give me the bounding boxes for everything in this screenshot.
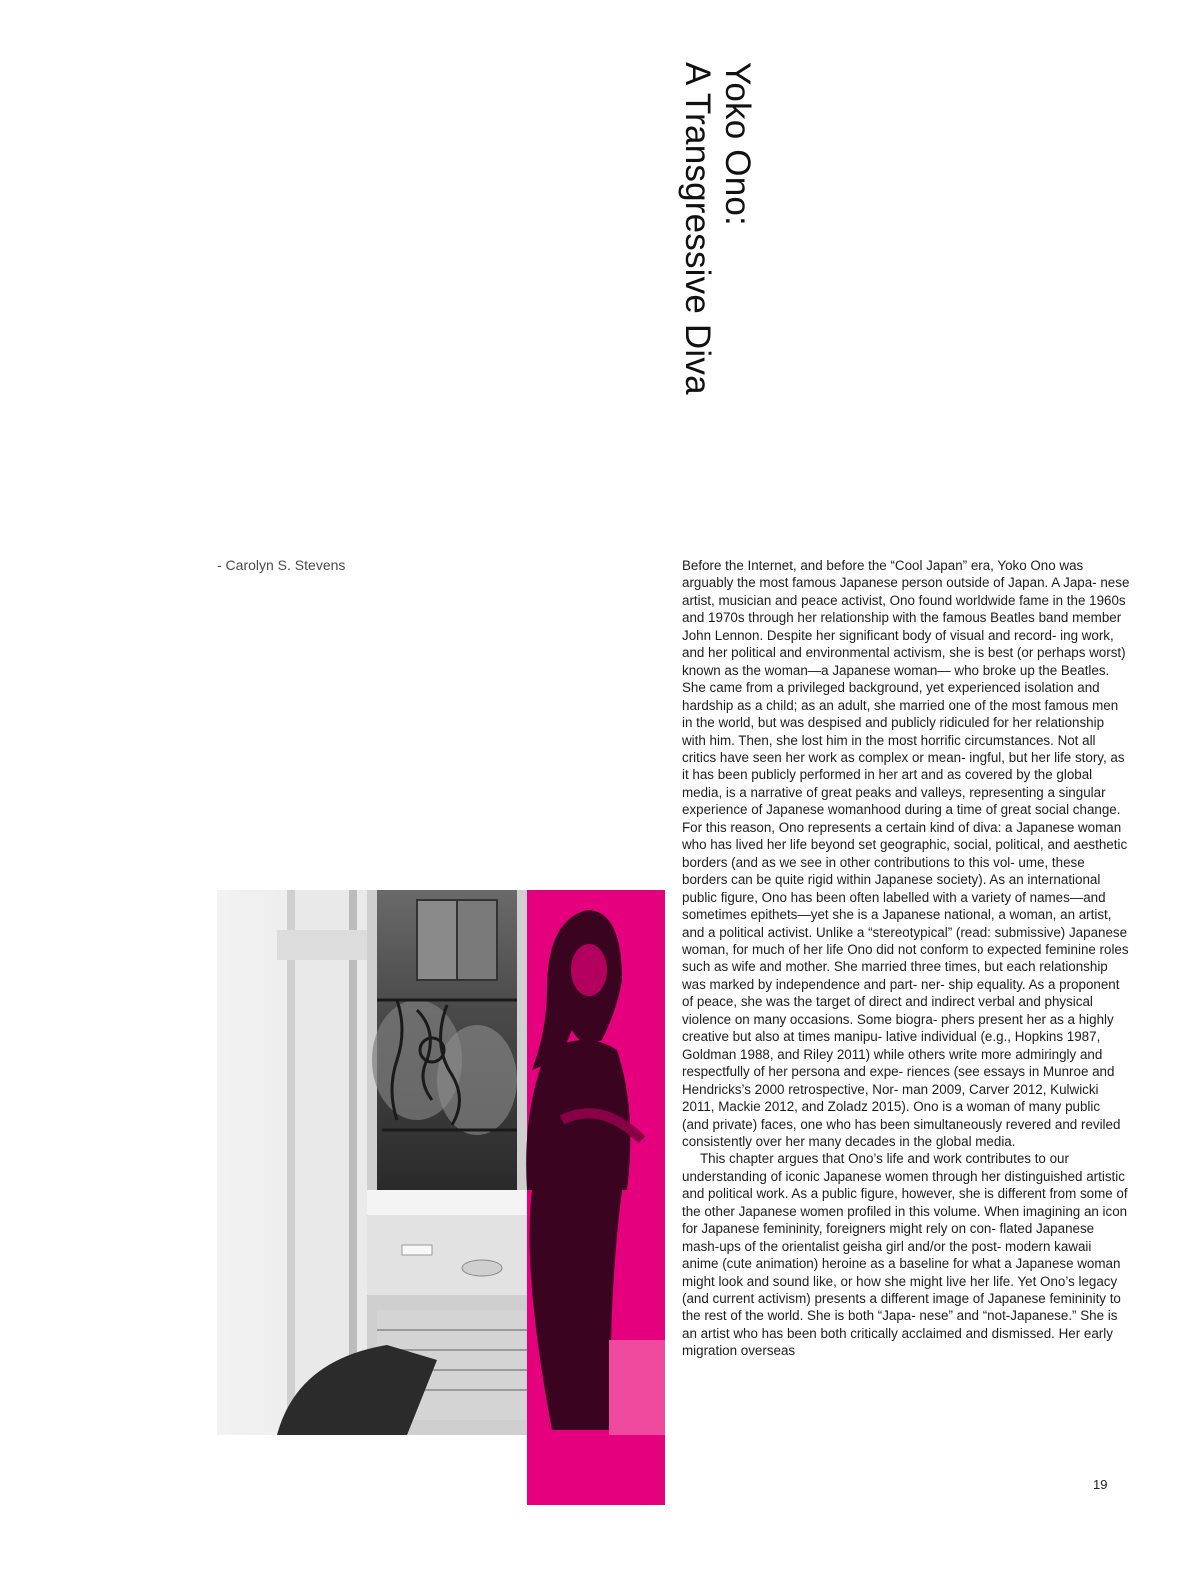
title-line-2: A Transgressive Diva <box>678 62 717 395</box>
magenta-strip <box>527 1435 665 1505</box>
page-number: 19 <box>1093 1477 1108 1492</box>
photo-illustration <box>217 890 665 1435</box>
chapter-title <box>677 62 757 482</box>
face <box>571 944 607 996</box>
author-credit: - Carolyn S. Stevens <box>217 557 346 573</box>
paragraph-1: Before the Internet, and before the “Cool Japan” era, Yoko Ono was arguably the most famous Japanese person outside of Japan. A Japa- nese artist, musician and peace activist, Ono found worldwide fame in the 1960s and 1970s through her relationship with the famous Beatles band member John Lennon. Despite her significant body of visual and record- ing work, and her political and environmental activism, she is best (or perhaps worst) known as the woman—a Japanese woman— who broke up the Beatles. She came from a privileged background, yet experienced isolation and hardship as a child; as an adult, she married one of the most famous men in the world, but was despised and publicly ridiculed for her relationship with him. Then, she lost him in the most horrific circumstances. Not all critics have seen her work as complex or mean- ingful, but her life story, as it has been publicly performed in her art and as covered by the global media, is a narrative of great peaks and valleys, representing a singular experience of Japanese womanhood during a time of great social change. <box>682 558 1130 818</box>
pillar <box>287 890 357 1435</box>
paragraph-3: This chapter argues that Ono’s life and work contributes to our understanding of iconic Japanese women through her distinguished artistic and political work. As a public figure, however, she is different from some of the other Japanese women profiled in this volume. When imagining an icon for Japanese femininity, foreigners might rely on con- flated Japanese mash-ups of the orientalist geisha girl and/or the post- modern kawaii anime (cute animation) heroine as a baseline for what a Japanese woman might look and sound like, or how she might live her life. Yet Ono’s legacy (and current activism) presents a different image of Japanese femininity to the rest of the world. She is both “Japa- nese” and “not-Japanese.” She is an artist who has been both critically acclaimed and dismissed. Her early migration overseas <box>682 1151 1128 1359</box>
box <box>609 1340 665 1435</box>
body-text <box>682 557 1130 1360</box>
duotone-photo <box>217 890 665 1435</box>
paragraph-2: For this reason, Ono represents a certain kind of diva: a Japanese woman who has lived her life beyond set geographic, social, political, and aesthetic borders (and as we see in other contributions to this vol- ume, these borders can be quite rigid within Japanese society). As an international public figure, Ono has been often labelled with a variety of names—and sometimes epithets—yet she is a Japanese national, a woman, an artist, and a political activist. Unlike a “stereotypical” (read: submissive) Japanese woman, for much of her life Ono did not conform to expected feminine roles such as wife and mother. She married three times, but each relationship was marked by independence and part- ner- ship equality. As a proponent of peace, she was the target of direct and indirect verbal and physical violence on many occasions. Some biogra- phers present her as a highly creative but also at times manipu- lative individual (e.g., Hopkins 1987, Goldman 1988, and Riley 2011) while others write more admiringly and respectfully of her persona and expe- riences (see essays in Munroe and Hendricks’s 2000 retrospective, Nor- man 2009, Carver 2012, Kulwicki 2011, Mackie 2012, and Zoladz 2015). Ono is a woman of many public (and private) faces, one who has been simultaneously revered and reviled consistently over her many decades in the global media. <box>682 819 1129 1149</box>
window-sill <box>367 1190 537 1215</box>
title-line-1: Yoko Ono: <box>718 62 757 226</box>
